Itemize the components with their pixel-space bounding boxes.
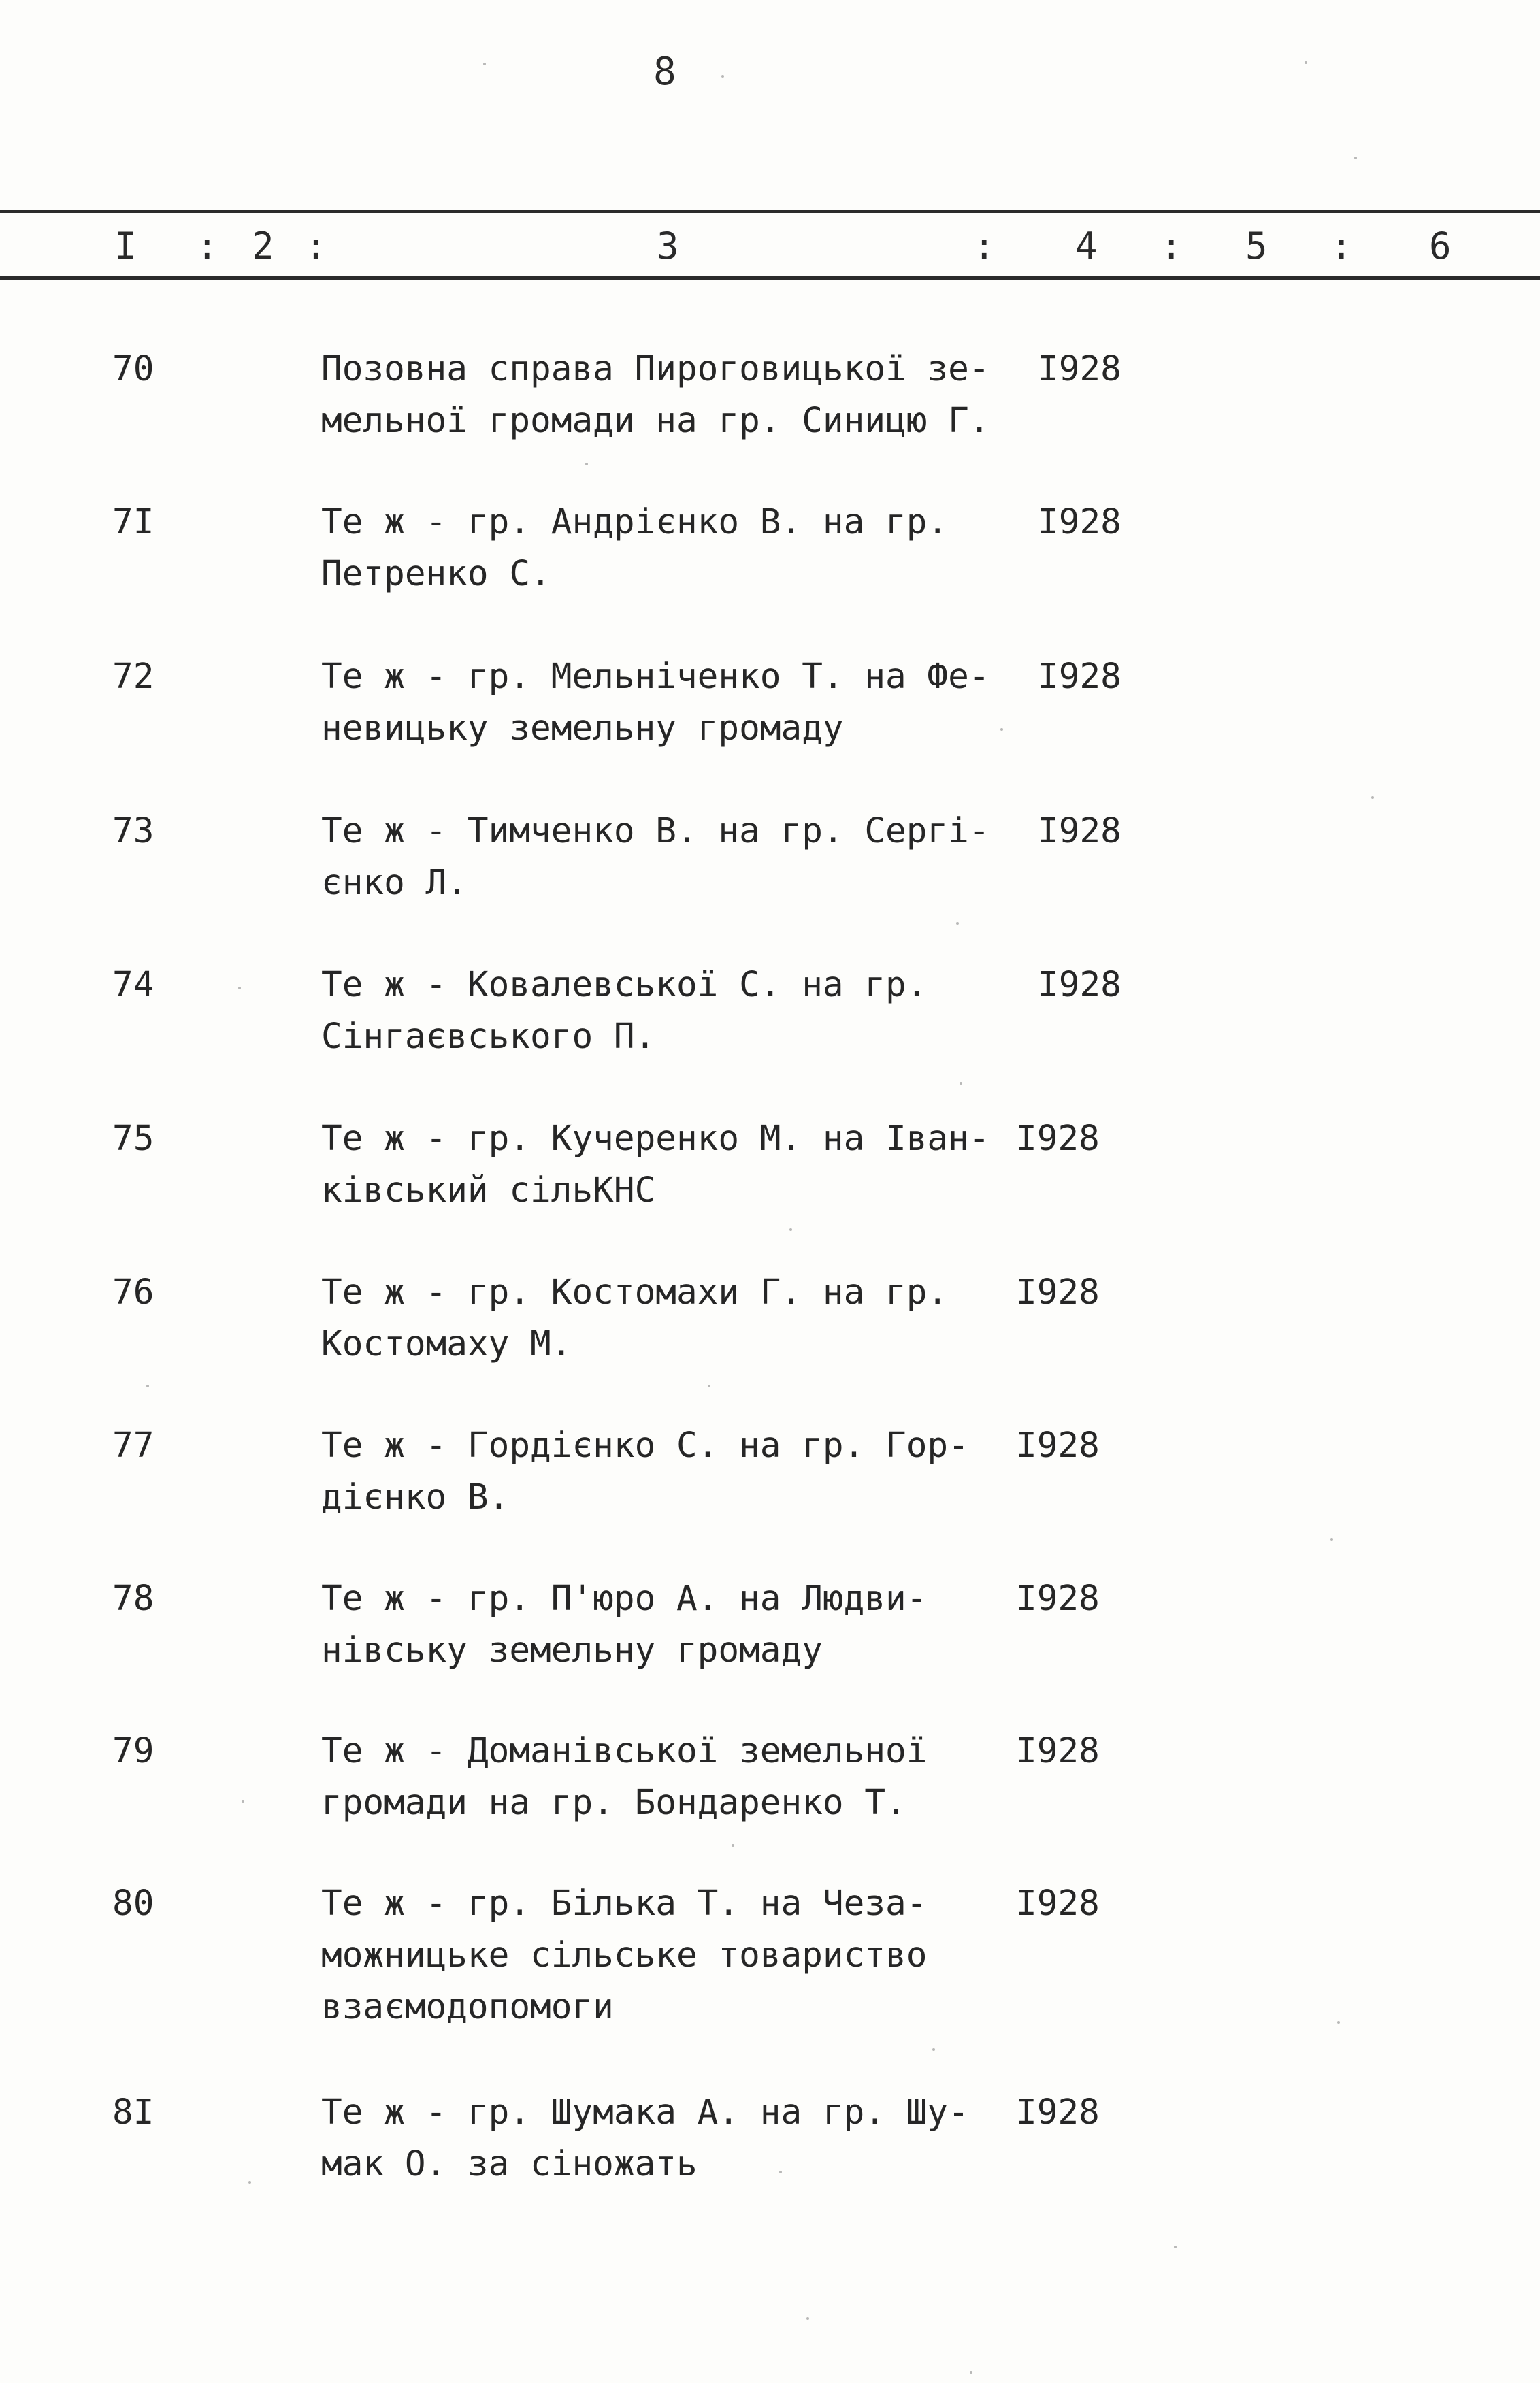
description-line: Позовна справа Пироговицької зе- — [321, 349, 990, 389]
item-description — [321, 1726, 1009, 1829]
item-year: I928 — [1038, 811, 1121, 851]
item-number: 77 — [112, 1426, 154, 1466]
description-line: Петренко С. — [321, 554, 551, 594]
item-year: I928 — [1016, 1272, 1100, 1313]
description-line: мак О. за сіножать — [321, 2144, 698, 2184]
description-line: Те ж - Тимченко В. на гр. Сергі- — [321, 811, 990, 851]
item-number: 70 — [112, 349, 154, 389]
item-number: 76 — [112, 1272, 154, 1313]
description-line: громади на гр. Бондаренко Т. — [321, 1783, 906, 1823]
scan-speck — [238, 987, 241, 989]
item-year: I928 — [1016, 1579, 1100, 1619]
item-number: 75 — [112, 1119, 154, 1159]
description-line: взаємодопомоги — [321, 1987, 614, 2027]
item-year: I928 — [1016, 2092, 1100, 2133]
scan-speck — [146, 1385, 149, 1387]
header-bottom-rule — [0, 276, 1540, 280]
column-separator: : — [973, 225, 996, 267]
item-number: 7I — [112, 502, 154, 542]
item-description — [321, 651, 1009, 755]
item-year: I928 — [1038, 965, 1121, 1005]
description-line: невицьку земельну громаду — [321, 708, 844, 749]
item-description — [321, 1267, 1009, 1370]
column-header-row — [0, 226, 1540, 267]
item-number: 72 — [112, 657, 154, 697]
scan-speck — [789, 1228, 792, 1231]
description-line: ківський сільКНС — [321, 1170, 656, 1211]
scan-speck — [585, 463, 588, 465]
description-line: Те ж - гр. Кучеренко М. на Іван- — [321, 1119, 990, 1159]
description-line: мельної громади на гр. Синицю Г. — [321, 401, 990, 441]
item-description — [321, 1113, 1009, 1217]
scan-speck — [806, 2317, 809, 2320]
description-line: можницьке сільське товариство — [321, 1935, 928, 1975]
scan-speck — [956, 922, 959, 925]
item-description — [321, 2087, 1009, 2190]
scan-speck — [1337, 2021, 1340, 2024]
description-line: Те ж - Гордієнко С. на гр. Гор- — [321, 1426, 969, 1466]
item-number: 80 — [112, 1884, 154, 1924]
scan-speck — [248, 2181, 251, 2184]
description-line: Те ж - гр. Андрієнко В. на гр. — [321, 502, 949, 542]
description-line: Сінгаєвського П. — [321, 1017, 656, 1057]
scan-speck — [242, 1800, 244, 1803]
scan-speck — [732, 1844, 734, 1847]
scan-speck — [1371, 796, 1374, 799]
scan-speck — [708, 1385, 710, 1387]
description-line: Те ж - гр. Білька Т. на Чеза- — [321, 1884, 928, 1924]
item-year: I928 — [1038, 657, 1121, 697]
description-line: Те ж - Доманівської земельної — [321, 1731, 928, 1771]
scan-speck — [932, 2048, 935, 2051]
item-description — [321, 1878, 1009, 2033]
scan-speck — [1305, 61, 1307, 64]
description-line: нівську земельну громаду — [321, 1630, 823, 1671]
item-description — [321, 1420, 1009, 1524]
item-description — [321, 344, 1009, 447]
column-header-6: 6 — [1429, 225, 1452, 267]
item-number: 73 — [112, 811, 154, 851]
item-number: 78 — [112, 1579, 154, 1619]
item-description — [321, 1573, 1009, 1677]
item-description — [321, 959, 1009, 1063]
description-line: Те ж - Ковалевської С. на гр. — [321, 965, 928, 1005]
item-year: I928 — [1038, 349, 1121, 389]
description-line: єнко Л. — [321, 863, 468, 903]
item-number: 8I — [112, 2092, 154, 2133]
description-line: Те ж - гр. П'юро А. на Людви- — [321, 1579, 928, 1619]
column-header-4: 4 — [1075, 225, 1098, 267]
scan-speck — [483, 63, 486, 65]
column-separator: : — [1160, 225, 1183, 267]
scan-speck — [960, 1082, 962, 1085]
description-line: Те ж - гр. Шумака А. на гр. Шу- — [321, 2092, 969, 2133]
column-header-3: 3 — [657, 225, 679, 267]
column-header-5: 5 — [1245, 225, 1268, 267]
description-line: Те ж - гр. Мельніченко Т. на Фе- — [321, 657, 990, 697]
scan-speck — [1330, 1538, 1333, 1541]
description-line: дієнко В. — [321, 1477, 510, 1517]
item-description — [321, 806, 1009, 909]
column-separator: : — [1330, 225, 1353, 267]
page-number: 8 — [653, 50, 676, 94]
scan-speck — [779, 2171, 782, 2173]
item-year: I928 — [1016, 1119, 1100, 1159]
item-number: 79 — [112, 1731, 154, 1771]
item-year: I928 — [1016, 1426, 1100, 1466]
item-year: I928 — [1016, 1884, 1100, 1924]
item-description — [321, 497, 1009, 600]
column-header-1: I — [114, 225, 137, 267]
scan-speck — [1174, 2246, 1177, 2248]
item-number: 74 — [112, 965, 154, 1005]
scan-speck — [721, 75, 724, 78]
scan-speck — [1000, 728, 1003, 731]
scan-speck — [970, 2371, 972, 2374]
description-line: Те ж - гр. Костомахи Г. на гр. — [321, 1272, 949, 1313]
scan-speck — [1354, 157, 1357, 159]
item-year: I928 — [1016, 1731, 1100, 1771]
header-top-rule — [0, 210, 1540, 213]
column-separator: : — [305, 225, 327, 267]
column-separator: : — [196, 225, 218, 267]
column-header-2: 2 — [252, 225, 274, 267]
item-year: I928 — [1038, 502, 1121, 542]
description-line: Костомаху М. — [321, 1324, 572, 1364]
